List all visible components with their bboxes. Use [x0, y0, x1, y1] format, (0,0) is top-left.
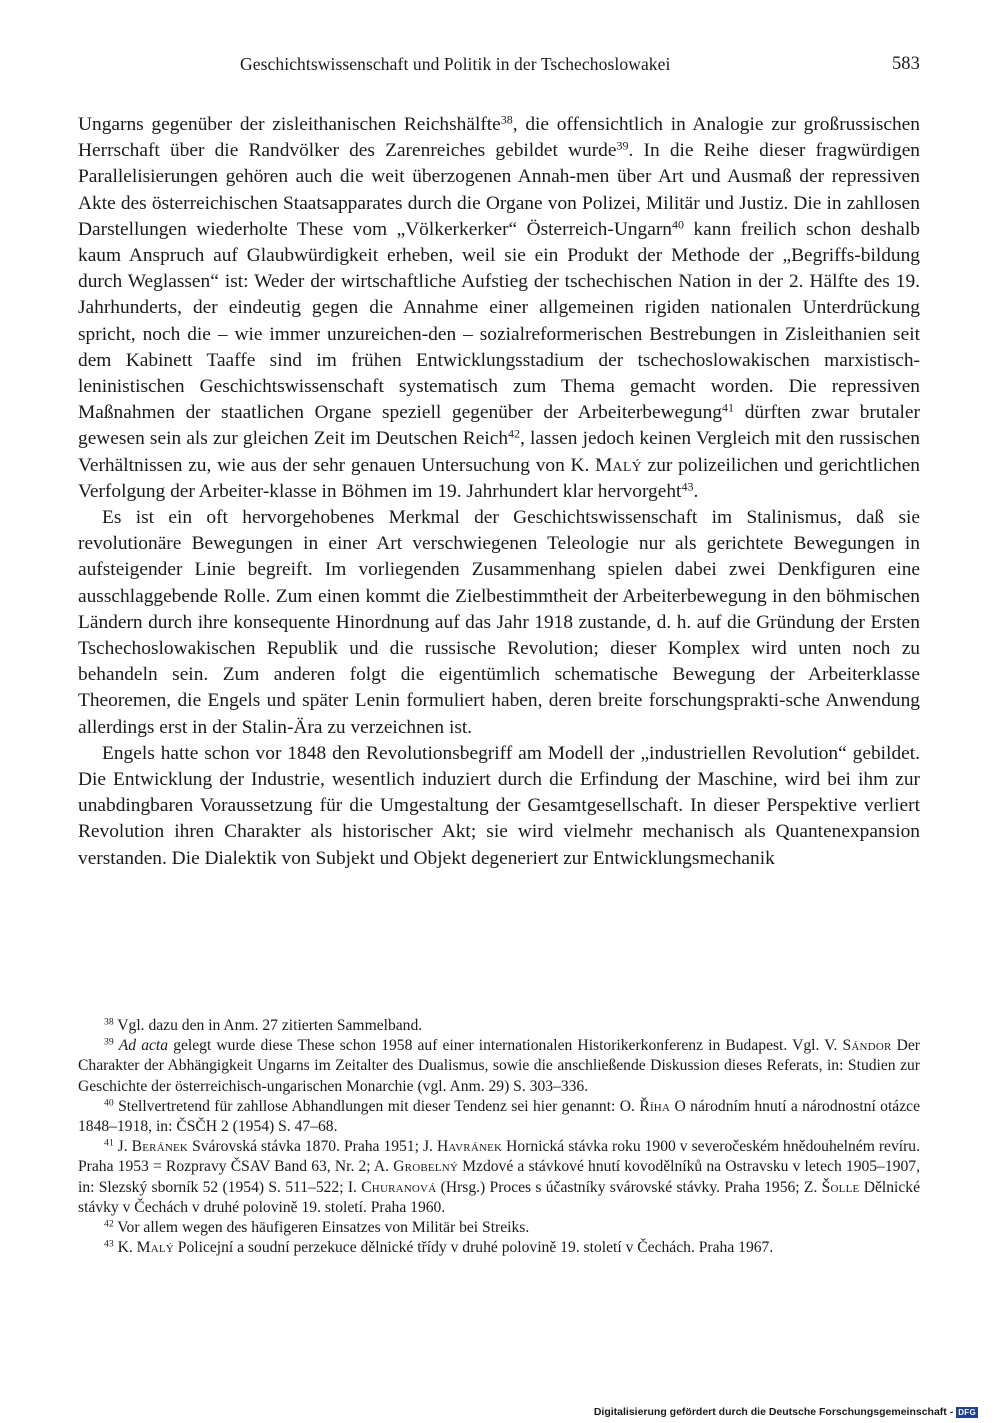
- footnote-text: Mzdové a stávkové hnutí kovodělníků na Ostravsku v letech 1905–1907, in: Slezský sborník 52 (1954) S. 511–522; I.: [78, 1158, 920, 1196]
- text-run: , die offensichtlich in Analogie zur großrussischen Herrschaft über die Randvölker des Zarenreiches gebildet wurde: [78, 114, 920, 162]
- footnote-number: 42: [104, 1218, 114, 1230]
- footnote-number: 39: [104, 1036, 114, 1048]
- footnote-ref-41[interactable]: 41: [722, 400, 735, 415]
- text-run: . In die Reihe dieser fragwürdigen Parallelisierungen gehören auch die weit überzogenen Annah-men über Art und Ausmaß der repressiven Akte des österreichischen Staatsapparates durch die Organe von Polizei, Militär und Justiz. Die in zahllosen Darstellungen wiederholte These vom „Völkerkerker“ Österreich-Ungarn: [78, 140, 920, 240]
- footnote-text: Hornická stávka roku 1900 v severočeském hnědouhelném revíru. Praha 1953 = Rozpravy ČSAV Band 63, Nr. 2; A.: [78, 1138, 920, 1176]
- footnote-text: (Hrsg.) Proces s účastníky svárovské stávky. Praha 1956; Z.: [436, 1178, 822, 1196]
- latin-phrase: Ad acta: [118, 1037, 169, 1055]
- footnote-text: K.: [117, 1239, 137, 1257]
- footnote-43: [78, 1238, 920, 1258]
- footnote-text: O národním hnutí a národnostní otázce 1848–1918, in: ČSČH 2 (1954) S. 47–68.: [78, 1097, 920, 1136]
- author-name: Malý: [595, 454, 642, 476]
- paragraph-2: Es ist ein oft hervorgehobenes Merkmal der Geschichtswissenschaft im Stalinismus, daß sie revolutionäre Bewegungen in einer Art verschwiegenen Teleologie nur als gerichtete Bewegungen in aufsteigender Linie begreift. Im vorliegenden Zusammenhang spielen dabei zwei Denkfiguren eine ausschlaggebende Rolle. Zum einen kommt die Zielbestimmtheit der Arbeiterbewegung in den böhmischen Ländern durch ihre konsequente Hinordnung auf das Jahr 1918 zustande, d. h. auf die Gründung der Ersten Tschechoslowakischen Republik und die russische Revolution; dieser Komplex wird unten noch zu behandeln sein. Zum anderen folgt die eigentümlich schematische Bewegung der Arbeiterklasse Theoremen, die Engels und später Lenin formuliert haben, deren breite forschungsprakti-sche Anwendung allerdings erst in der Stalin-Ära zu verzeichnen ist.: [78, 507, 920, 738]
- running-title: Geschichtswissenschaft und Politik in der Tschechoslowakei: [240, 54, 671, 74]
- footnote-38: [78, 1016, 920, 1036]
- footnote-ref-40[interactable]: 40: [671, 217, 684, 232]
- footnote-text: Policejní a soudní perzekuce dělnické třídy v druhé polovině 19. století v Čechách. Praha 1967.: [173, 1239, 774, 1257]
- footnote-text: J.: [117, 1138, 132, 1156]
- credit-text: Digitalisierung gefördert durch die Deutsche Forschungsgemeinschaft -: [593, 1406, 954, 1418]
- footnote-41: [78, 1137, 920, 1218]
- main-text: [78, 112, 920, 872]
- author-name: Beránek: [131, 1138, 189, 1156]
- footnote-text: Der Charakter der Abhängigkeit Ungarns im Zeitalter des Dualismus, sowie die anschließende Diskussion dieses Referats, in: Studien zur Geschichte der österreichisch-ungarischen Monarchie (vgl. Anm. 29) S. 303–336.: [78, 1037, 921, 1095]
- text-run: .: [693, 480, 699, 502]
- author-name: Grobelný: [393, 1158, 459, 1176]
- footnote-ref-42[interactable]: 42: [508, 426, 521, 441]
- text-run: kann freilich schon deshalb kaum Anspruch auf Glaubwürdigkeit erheben, weil sie ein Produkt der Methode der „Begriffs-bildung durch Weglassen“ ist: Weder der wirtschaftliche Aufstieg der tschechischen Nation in der 2. Hälfte des 19. Jahrhunderts, der eindeutig gegen die Annahme einer allgemeinen rigiden nationalen Unterdrückung spricht, noch die – wie immer unzureichen-den – sozialreformerischen Bestrebungen in Zisleithanien seit dem Kabinett Taaffe sind im frühen Entwicklungsstadium der tschechoslowakischen marxistisch-leninistischen Geschichtswissenschaft systematisch zum Thema gemacht worden. Die repressiven Maßnahmen der staatlichen Organe speziell gegenüber der Arbeiterbewegung: [78, 218, 920, 424]
- author-name: Havránek: [436, 1138, 503, 1156]
- text-run: , lassen jedoch keinen Vergleich mit den russischen Verhältnissen zu, wie aus der sehr genauen Untersuchung von K.: [78, 428, 920, 476]
- paragraph-3: Engels hatte schon vor 1848 den Revolutionsbegriff am Modell der „industriellen Revolution“ gebildet. Die Entwicklung der Industrie, wesentlich induziert durch die Erfindung der Maschine, wird bei ihm zur unabdingbaren Voraussetzung für die Umgestaltung der Gesamtgesellschaft. In dieser Perspektive verliert Revolution ihren Charakter als historischer Akt; sie wird vielmehr mechanisch als Quantenexpansion verstanden. Die Dialektik von Subjekt und Objekt degeneriert zur Entwicklungsmechanik: [78, 742, 920, 869]
- footnote-text: gelegt wurde diese These schon 1958 auf einer internationalen Historikerkonferenz in Budapest. Vgl. V.: [168, 1037, 843, 1055]
- footnote-ref-39[interactable]: 39: [616, 138, 629, 153]
- page-number: 583: [891, 54, 920, 74]
- footnote-number: 43: [104, 1238, 114, 1250]
- footnote-text: Stellvertretend für zahllose Abhandlungen mit dieser Tendenz sei hier genannt: O.: [118, 1097, 640, 1115]
- footnote-39: [78, 1036, 920, 1097]
- author-name: Říha: [639, 1097, 671, 1115]
- footnote-text: Dělnické stávky v Čechách v druhé polovině 19. století. Praha 1960.: [78, 1178, 920, 1216]
- author-name: Churanová: [361, 1178, 437, 1196]
- footnote-text: Svárovská stávka 1870. Praha 1951; J.: [188, 1138, 437, 1156]
- footnote-40: [78, 1097, 920, 1137]
- text-run: dürften zwar brutaler gewesen sein als zur gleichen Zeit im Deutschen Reich: [78, 402, 920, 450]
- dfg-logo-icon: DFG: [958, 1407, 976, 1417]
- text-run: Ungarns gegenüber der zisleithanischen Reichshälfte: [78, 114, 501, 135]
- digitization-credit: [594, 1406, 978, 1418]
- author-name: Sándor: [842, 1037, 892, 1055]
- footnote-number: 38: [104, 1016, 114, 1028]
- footnote-ref-38[interactable]: 38: [500, 112, 513, 127]
- author-name: Šolle: [821, 1178, 860, 1196]
- footnote-ref-43[interactable]: 43: [681, 479, 694, 494]
- paragraph-1: [78, 112, 920, 505]
- footnote-42: [78, 1218, 920, 1238]
- footnote-number: 40: [104, 1097, 114, 1109]
- running-header: [80, 54, 920, 82]
- author-name: Malý: [136, 1239, 174, 1257]
- footnote-text: Vor allem wegen des häufigeren Einsatzes von Militär bei Streiks.: [117, 1219, 530, 1237]
- footnote-number: 41: [104, 1137, 114, 1149]
- footnote-text: Vgl. dazu den in Anm. 27 zitierten Sammelband.: [117, 1017, 423, 1034]
- text-run: zur polizeilichen und gerichtlichen Verfolgung der Arbeiter-klasse in Böhmen im 19. Jahrhundert klar hervorgeht: [78, 454, 920, 502]
- footnotes: [78, 1016, 920, 1258]
